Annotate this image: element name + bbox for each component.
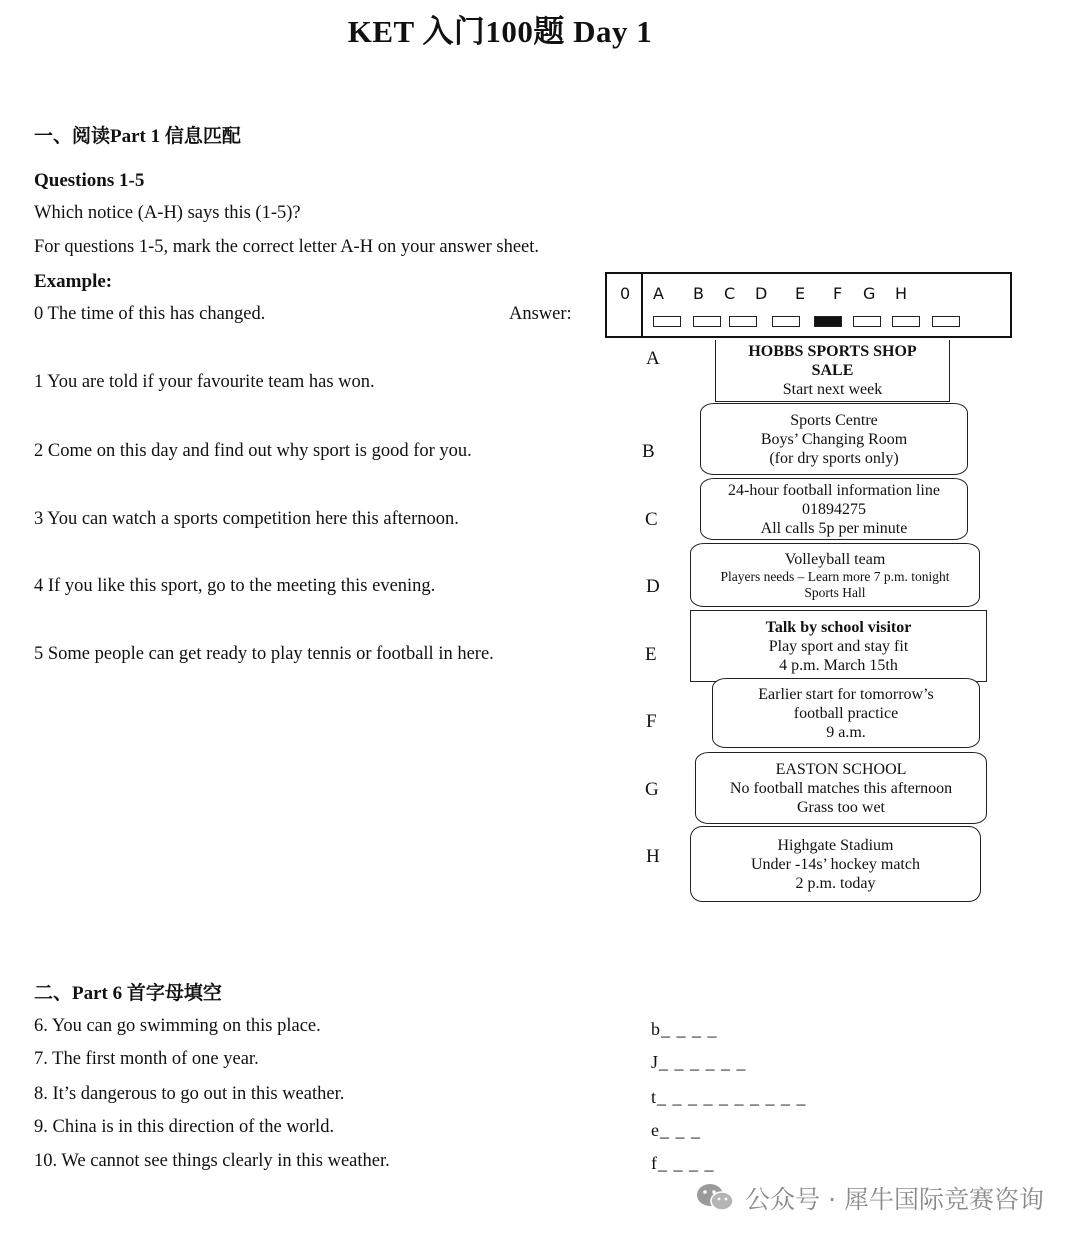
notice-b-line-3: (for dry sports only) (769, 449, 899, 467)
example-label: Example: (34, 271, 113, 292)
notice-h-line-1: Highgate Stadium (777, 836, 894, 854)
notice-a-line-2: SALE (811, 362, 854, 379)
notice-c-line-3: All calls 5p per minute (760, 519, 908, 537)
option-label-g: G (863, 284, 876, 303)
part6-question-8: 8. It’s dangerous to go out in this weather. (34, 1084, 345, 1104)
option-label-b: B (693, 284, 704, 303)
instruction-2: For questions 1-5, mark the correct letter A-H on your answer sheet. (34, 237, 540, 257)
wechat-icon (695, 1182, 735, 1214)
notice-a-line-3: Start next week (782, 381, 883, 398)
notice-f-line-3: 9 a.m. (826, 723, 866, 741)
option-label-h: H (895, 284, 908, 303)
answer-label: Answer: (509, 304, 572, 324)
notice-d-line-1: Volleyball team (784, 550, 886, 568)
question-2: 2 Come on this day and find out why sport is good for you. (34, 441, 472, 461)
example-text: 0 The time of this has changed. (34, 304, 266, 324)
notice-d-line-3: Sports Hall (804, 584, 866, 600)
notice-a-line-1: HOBBS SPORTS SHOP (748, 343, 917, 360)
question-3: 3 You can watch a sports competition here this afternoon. (34, 509, 459, 529)
question-5: 5 Some people can get ready to play tennis or football in here. (34, 644, 494, 664)
notice-e-line-2: Play sport and stay fit (768, 637, 909, 655)
notice-f (712, 678, 980, 748)
notice-c-line-1: 24-hour football information line (728, 481, 940, 499)
notice-b-line-1: Sports Centre (790, 411, 878, 429)
option-label-e: E (795, 284, 806, 303)
question-1: 1 You are told if your favourite team has won. (34, 372, 375, 392)
notice-f-line-1: Earlier start for tomorrow’s (758, 685, 934, 703)
notice-d-line-2: Players needs – Learn more 7 p.m. tonight (720, 568, 950, 584)
notice-h (690, 826, 981, 902)
notice-h-line-3: 2 p.m. today (795, 874, 876, 892)
option-label-c: C (724, 284, 736, 303)
option-label-f: F (833, 284, 843, 303)
option-box-g[interactable] (892, 316, 920, 327)
answer-blank-10[interactable]: f_ _ _ _ (651, 1153, 715, 1173)
page-title: KET 入门100题 Day 1 (347, 14, 653, 49)
notice-h-line-2: Under -14s’ hockey match (751, 855, 920, 873)
notice-c (700, 478, 968, 540)
notice-letter-a: A (646, 348, 660, 369)
option-box-f[interactable] (853, 316, 881, 327)
notice-g (695, 752, 987, 824)
notice-e (690, 610, 987, 682)
notice-letter-b: B (642, 441, 655, 462)
question-4: 4 If you like this sport, go to the meeting this evening. (34, 576, 436, 596)
option-label-a: A (653, 284, 664, 303)
part6-heading: 二、Part 6 首字母填空 (34, 983, 222, 1004)
option-box-e[interactable] (814, 316, 842, 327)
notice-g-line-2: No football matches this afternoon (729, 779, 953, 797)
notice-e-line-1: Talk by school visitor (765, 618, 912, 636)
instruction-1: Which notice (A-H) says this (1-5)? (34, 203, 301, 223)
answer-sheet-example (605, 272, 1012, 338)
part6-question-7: 7. The first month of one year. (34, 1049, 259, 1069)
answer-number-cell (607, 274, 643, 336)
notice-letter-c: C (645, 509, 658, 530)
notice-g-line-1: EASTON SCHOOL (775, 760, 907, 778)
option-box-c[interactable] (729, 316, 757, 327)
notice-b (700, 403, 968, 475)
answer-number: 0 (620, 284, 631, 303)
notice-letter-e: E (645, 644, 657, 665)
option-label-d: D (755, 284, 768, 303)
answer-blank-9[interactable]: e_ _ _ (651, 1120, 701, 1140)
option-box-a[interactable] (653, 316, 681, 327)
watermark-text: 公众号 · 犀牛国际竞赛咨询 (745, 1185, 1044, 1214)
notice-e-line-3: 4 p.m. March 15th (779, 656, 898, 674)
option-box-b[interactable] (693, 316, 721, 327)
notice-b-line-2: Boys’ Changing Room (760, 430, 908, 448)
notice-letter-d: D (646, 576, 660, 597)
watermark (695, 1180, 1044, 1216)
part6-question-6: 6. You can go swimming on this place. (34, 1016, 321, 1036)
part1-heading: 一、阅读Part 1 信息匹配 (34, 126, 241, 147)
notice-letter-g: G (645, 779, 659, 800)
notice-g-line-3: Grass too wet (797, 798, 885, 816)
option-box-h[interactable] (932, 316, 960, 327)
notice-d (690, 543, 980, 607)
notice-letter-f: F (646, 711, 657, 732)
questions-label: Questions 1-5 (34, 170, 145, 191)
notice-a (715, 340, 950, 402)
answer-blank-6[interactable]: b_ _ _ _ (651, 1019, 718, 1039)
notice-c-line-2: 01894275 (802, 500, 866, 518)
answer-blank-8[interactable]: t_ _ _ _ _ _ _ _ _ _ (651, 1087, 807, 1107)
notice-f-line-2: football practice (793, 704, 899, 722)
option-box-d[interactable] (772, 316, 800, 327)
part6-question-9: 9. China is in this direction of the world. (34, 1117, 335, 1137)
notice-letter-h: H (646, 846, 660, 867)
answer-blank-7[interactable]: J_ _ _ _ _ _ (651, 1052, 747, 1072)
part6-question-10: 10. We cannot see things clearly in this weather. (34, 1151, 390, 1171)
